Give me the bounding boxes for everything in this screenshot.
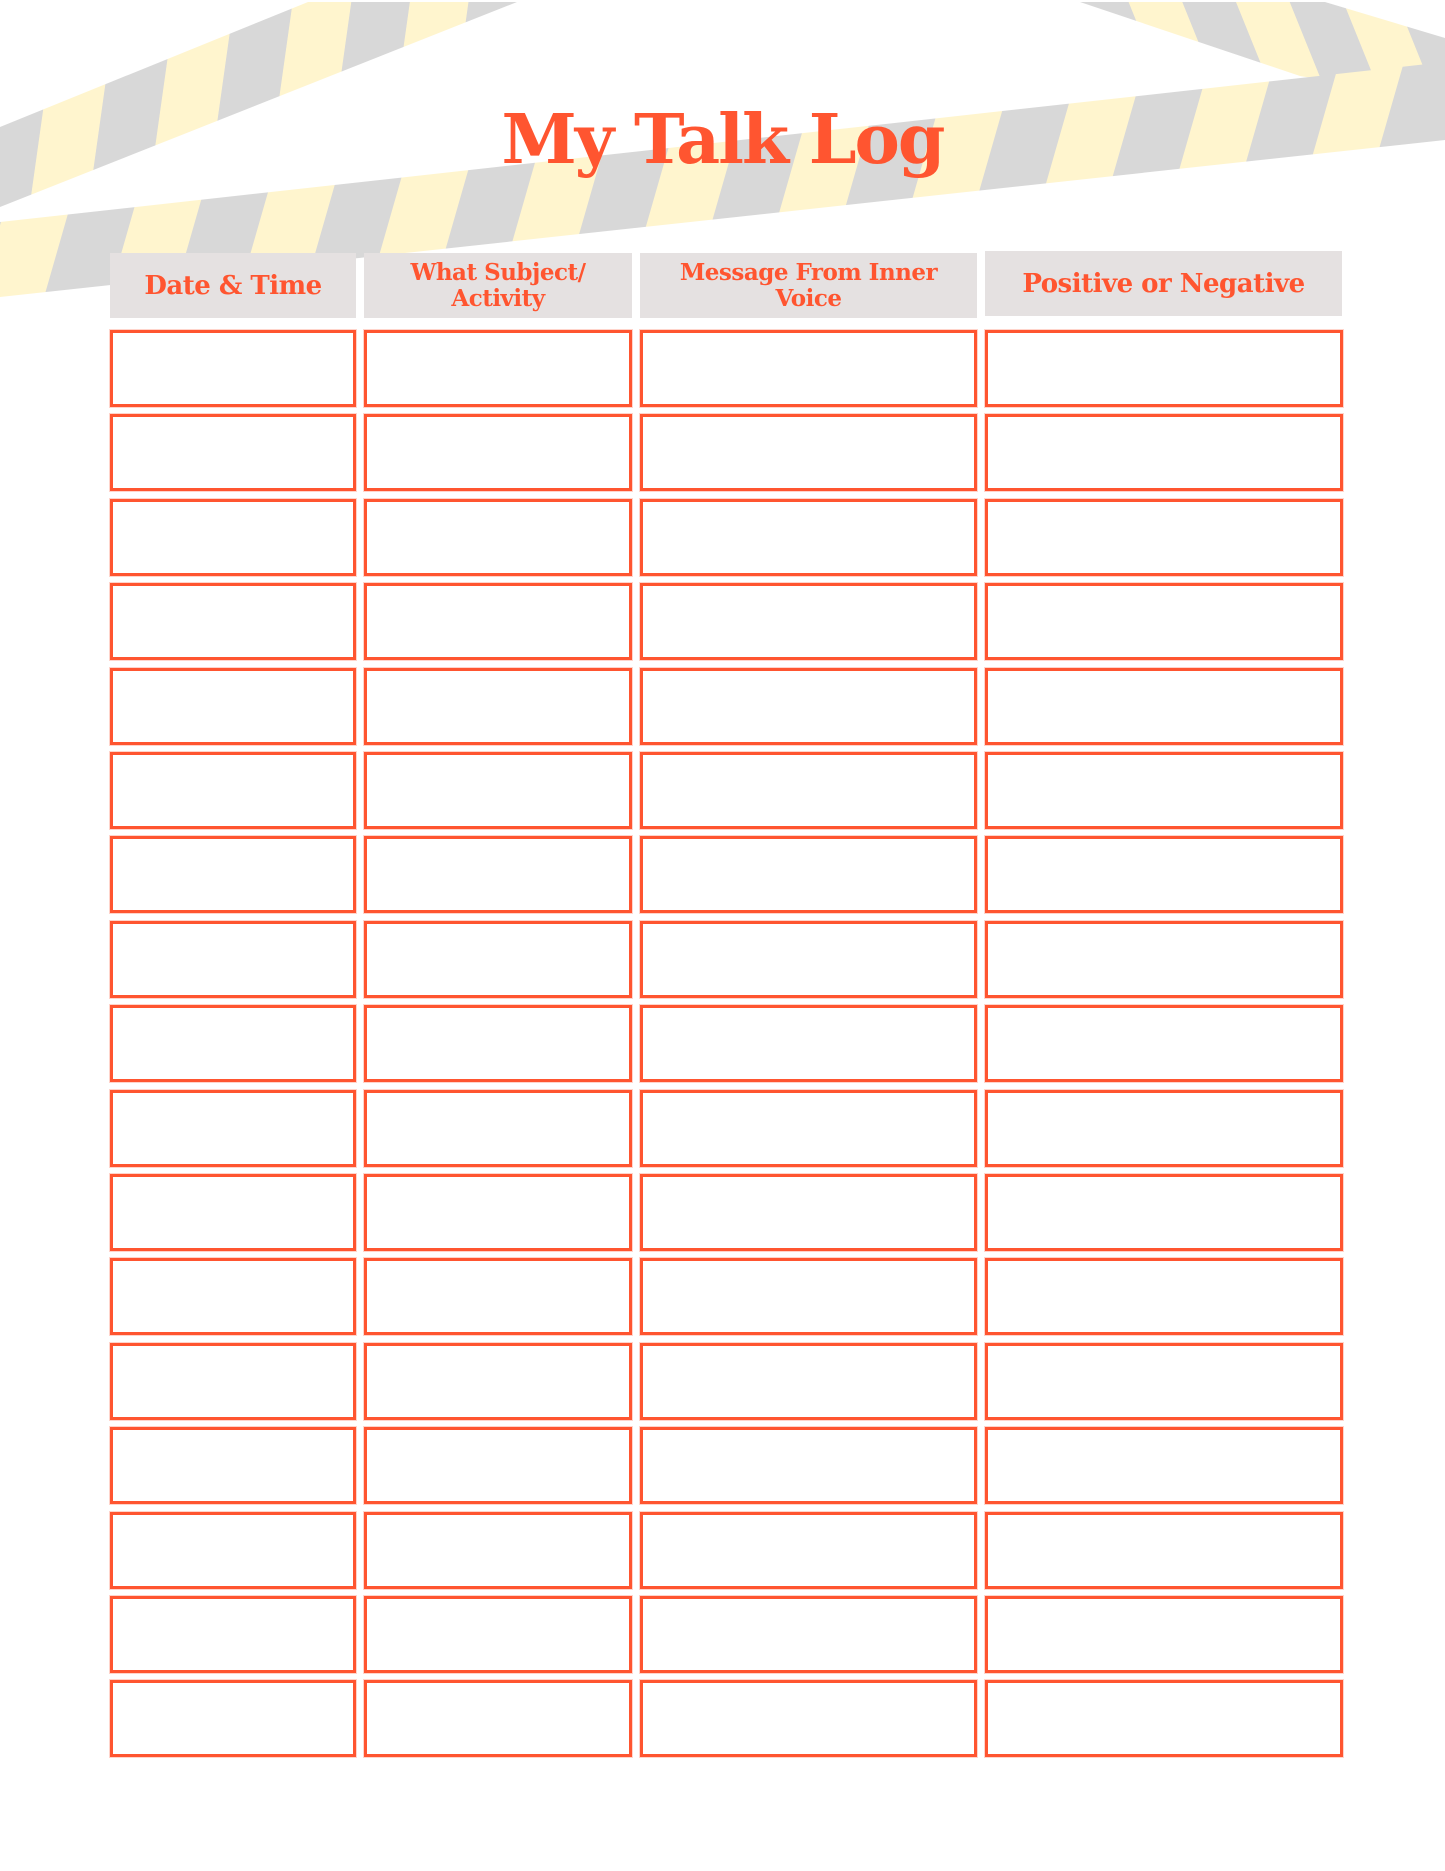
table-cell-subject-activity[interactable] bbox=[364, 1512, 632, 1589]
table-cell-inner-voice-message[interactable] bbox=[640, 1512, 977, 1589]
column-header-subject-activity: What Subject/ Activity bbox=[364, 253, 632, 318]
table-cell-positive-negative[interactable] bbox=[985, 1090, 1343, 1167]
table-cell-date-time[interactable] bbox=[110, 330, 356, 407]
table-cell-inner-voice-message[interactable] bbox=[640, 1005, 977, 1082]
table-cell-positive-negative[interactable] bbox=[985, 1427, 1343, 1504]
table-cell-positive-negative[interactable] bbox=[985, 1680, 1343, 1757]
table-cell-subject-activity[interactable] bbox=[364, 499, 632, 576]
column-header-inner-voice-message: Message From Inner Voice bbox=[640, 253, 977, 318]
table-cell-inner-voice-message[interactable] bbox=[640, 1258, 977, 1335]
table-cell-date-time[interactable] bbox=[110, 1427, 356, 1504]
table-cell-inner-voice-message[interactable] bbox=[640, 1680, 977, 1757]
table-cell-date-time[interactable] bbox=[110, 836, 356, 913]
table-cell-date-time[interactable] bbox=[110, 1596, 356, 1673]
table-cell-subject-activity[interactable] bbox=[364, 583, 632, 660]
table-cell-inner-voice-message[interactable] bbox=[640, 499, 977, 576]
table-cell-positive-negative[interactable] bbox=[985, 1343, 1343, 1420]
table-cell-inner-voice-message[interactable] bbox=[640, 1090, 977, 1167]
table-cell-date-time[interactable] bbox=[110, 668, 356, 745]
table-cell-inner-voice-message[interactable] bbox=[640, 836, 977, 913]
table-cell-date-time[interactable] bbox=[110, 1258, 356, 1335]
table-cell-date-time[interactable] bbox=[110, 1512, 356, 1589]
table-cell-inner-voice-message[interactable] bbox=[640, 1427, 977, 1504]
table-cell-positive-negative[interactable] bbox=[985, 752, 1343, 829]
table-cell-inner-voice-message[interactable] bbox=[640, 752, 977, 829]
table-cell-subject-activity[interactable] bbox=[364, 921, 632, 998]
table-cell-subject-activity[interactable] bbox=[364, 836, 632, 913]
table-cell-subject-activity[interactable] bbox=[364, 1090, 632, 1167]
table-cell-positive-negative[interactable] bbox=[985, 668, 1343, 745]
table-cell-date-time[interactable] bbox=[110, 583, 356, 660]
table-cell-positive-negative[interactable] bbox=[985, 330, 1343, 407]
table-cell-positive-negative[interactable] bbox=[985, 1005, 1343, 1082]
table-cell-subject-activity[interactable] bbox=[364, 1596, 632, 1673]
table-cell-date-time[interactable] bbox=[110, 1005, 356, 1082]
table-cell-positive-negative[interactable] bbox=[985, 583, 1343, 660]
table-cell-inner-voice-message[interactable] bbox=[640, 1174, 977, 1251]
table-cell-inner-voice-message[interactable] bbox=[640, 1343, 977, 1420]
table-cell-inner-voice-message[interactable] bbox=[640, 583, 977, 660]
table-cell-positive-negative[interactable] bbox=[985, 1512, 1343, 1589]
table-cell-inner-voice-message[interactable] bbox=[640, 921, 977, 998]
table-cell-positive-negative[interactable] bbox=[985, 414, 1343, 491]
table-cell-subject-activity[interactable] bbox=[364, 1427, 632, 1504]
table-cell-date-time[interactable] bbox=[110, 1174, 356, 1251]
table-cell-date-time[interactable] bbox=[110, 921, 356, 998]
table-cell-subject-activity[interactable] bbox=[364, 1174, 632, 1251]
table-cell-subject-activity[interactable] bbox=[364, 1680, 632, 1757]
table-cell-positive-negative[interactable] bbox=[985, 1258, 1343, 1335]
page-title: My Talk Log bbox=[501, 100, 944, 180]
table-cell-subject-activity[interactable] bbox=[364, 1258, 632, 1335]
table-cell-date-time[interactable] bbox=[110, 414, 356, 491]
table-cell-subject-activity[interactable] bbox=[364, 668, 632, 745]
table-cell-subject-activity[interactable] bbox=[364, 752, 632, 829]
table-cell-positive-negative[interactable] bbox=[985, 921, 1343, 998]
table-cell-inner-voice-message[interactable] bbox=[640, 668, 977, 745]
table-cell-date-time[interactable] bbox=[110, 499, 356, 576]
table-cell-positive-negative[interactable] bbox=[985, 1596, 1343, 1673]
table-cell-positive-negative[interactable] bbox=[985, 836, 1343, 913]
table-cell-date-time[interactable] bbox=[110, 752, 356, 829]
column-header-positive-negative: Positive or Negative bbox=[985, 251, 1342, 316]
table-cell-subject-activity[interactable] bbox=[364, 414, 632, 491]
table-cell-inner-voice-message[interactable] bbox=[640, 1596, 977, 1673]
column-header-date-time: Date & Time bbox=[110, 253, 356, 318]
table-cell-positive-negative[interactable] bbox=[985, 499, 1343, 576]
table-cell-inner-voice-message[interactable] bbox=[640, 414, 977, 491]
table-cell-subject-activity[interactable] bbox=[364, 330, 632, 407]
table-cell-date-time[interactable] bbox=[110, 1090, 356, 1167]
table-cell-inner-voice-message[interactable] bbox=[640, 330, 977, 407]
table-cell-positive-negative[interactable] bbox=[985, 1174, 1343, 1251]
table-cell-date-time[interactable] bbox=[110, 1343, 356, 1420]
table-cell-subject-activity[interactable] bbox=[364, 1005, 632, 1082]
table-cell-date-time[interactable] bbox=[110, 1680, 356, 1757]
table-cell-subject-activity[interactable] bbox=[364, 1343, 632, 1420]
